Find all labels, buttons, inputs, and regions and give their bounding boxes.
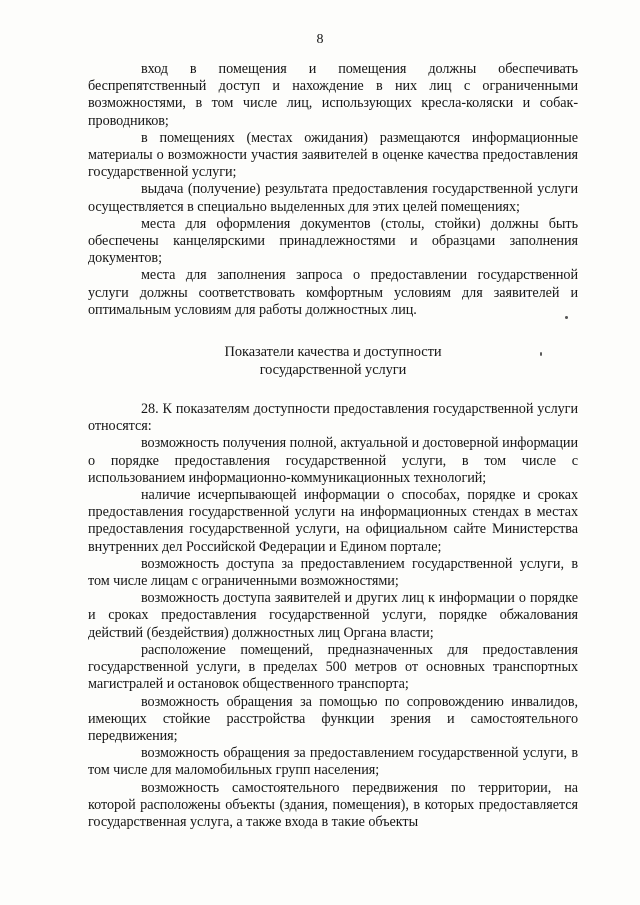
paragraph-result-issuance: выдача (получение) результата предоставления государственной услуги осуществляется в специально выделенных для этих целей помещениях; — [88, 181, 578, 215]
paragraph-premises-location: расположение помещений, предназначенных для предоставления государственной услуги, в пределах 500 метров от основных транспортных магистралей и остановок общественного транспорта; — [88, 641, 578, 693]
paragraph-exhaustive-information: наличие исчерпывающей информации о способах, порядке и сроках предоставления государственной услуги на информационных стендах в местах предоставления государственной услуги, на официальном сайте Министерства внутренних дел Российской Федерации и Едином портале; — [88, 487, 578, 555]
section-heading-line-2: государственной услуги — [259, 362, 407, 379]
paragraph-document-places: места для оформления документов (столы, стойки) должны быть обеспечены канцелярскими принадлежностями и образцами заполнения документов; — [88, 215, 578, 267]
paragraph-independent-movement: возможность самостоятельного передвижения по территории, на которой расположены объекты (здания, помещения), в которых предоставляется государственная услуга, а также входа в такие объекты — [88, 779, 578, 830]
paragraph-information-access: возможность доступа заявителей и других лиц к информации о порядке и сроках предоставления государственной услуги, порядке обжалования действий (бездействия) должностных лиц Органа власти; — [88, 590, 578, 641]
paragraph-low-mobility: возможность обращения за предоставлением государственной услуги, в том числе для маломобильных групп населения; — [88, 745, 578, 779]
paragraph-item-28: 28. К показателям доступности предоставления государственной услуги относятся: — [88, 401, 578, 435]
section-heading-line-1: Показатели качества и доступности — [224, 344, 442, 361]
paragraph-access-possibility: возможность доступа за предоставлением государственной услуги, в том числе лицам с ограниченными возможностями; — [88, 555, 578, 590]
paragraph-disabled-assistance: возможность обращения за помощью по сопровождению инвалидов, имеющих стойкие расстройства функции зрения и самостоятельного передвижения; — [88, 693, 578, 744]
document-body — [88, 61, 578, 831]
scan-speck — [565, 316, 568, 319]
paragraph-full-information: возможность получения полной, актуальной и достоверной информации о порядке предоставления государственной услуги, в том числе с использованием информационно-коммуникационных технологий; — [88, 435, 578, 486]
section-heading — [88, 343, 578, 379]
scan-speck — [540, 352, 542, 356]
page-number: 8 — [316, 32, 324, 47]
paragraph-info-materials: в помещениях (местах ожидания) размещаются информационные материалы о возможности участия заявителей в оценке качества предоставления государственной услуги; — [88, 129, 578, 181]
paragraph-entrance-access: вход в помещения и помещения должны обеспечивать беспрепятственный доступ и нахождение в них лиц с ограниченными возможностями, в том числе лиц, использующих кресла-коляски и собак-проводников; — [88, 61, 578, 129]
paragraph-request-places: места для заполнения запроса о предоставлении государственной услуги должны соответствовать комфортным условиям для заявителей и оптимальным условиям для работы должностных лиц. — [88, 267, 578, 318]
